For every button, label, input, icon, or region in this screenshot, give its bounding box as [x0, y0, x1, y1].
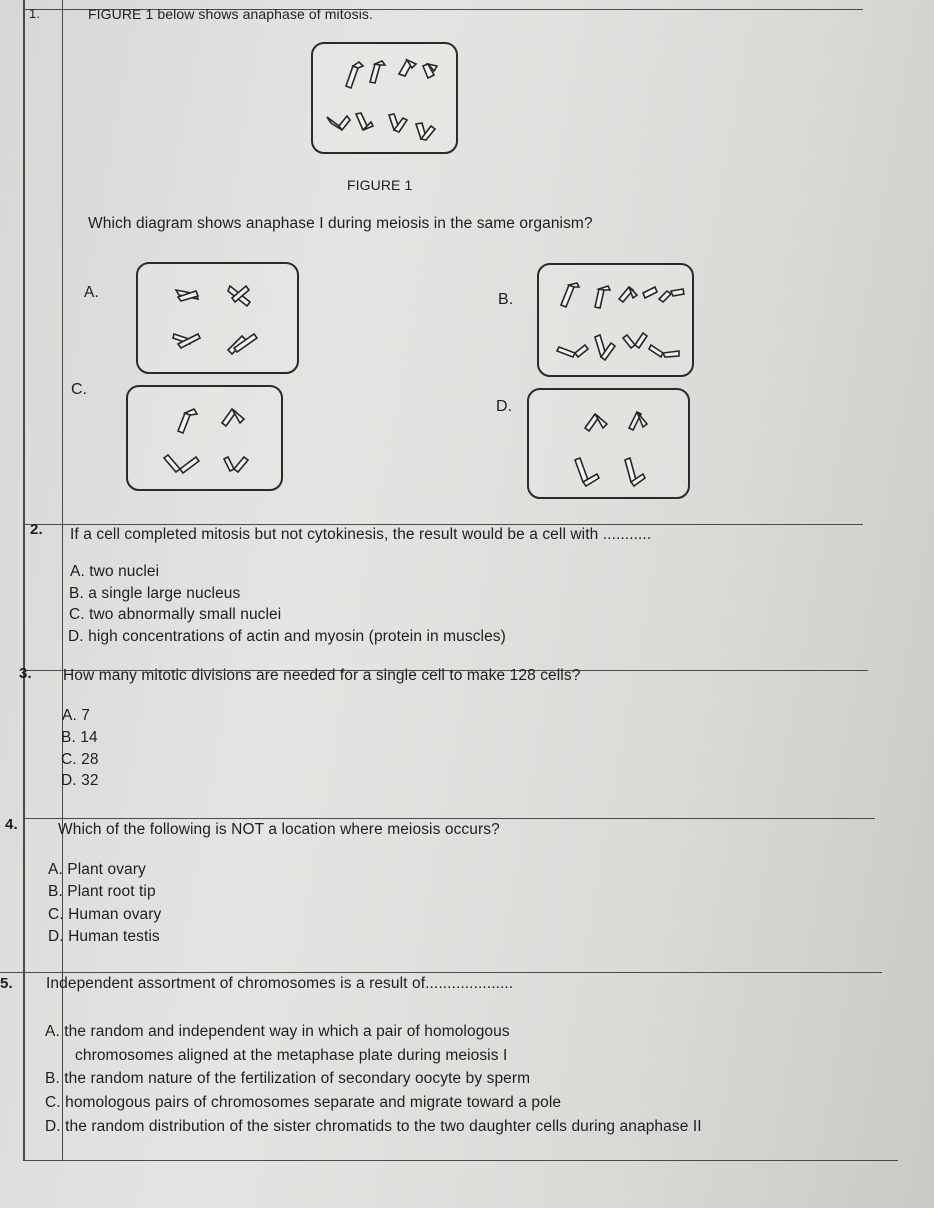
- q2-option-c[interactable]: C. two abnormally small nuclei: [69, 606, 282, 623]
- figure-1-caption: FIGURE 1: [347, 177, 413, 193]
- figure-1-mitosis-anaphase: [311, 42, 458, 154]
- q2-option-a[interactable]: A. two nuclei: [70, 563, 160, 580]
- q5-option-a-line1[interactable]: A. the random and independent way in which a pair of homologous: [45, 1023, 510, 1040]
- q5-option-d[interactable]: D. the random distribution of the sister chromatids to the two daughter cells during anaphase II: [45, 1118, 702, 1135]
- q3-option-c[interactable]: C. 28: [61, 751, 99, 768]
- q2-prompt: If a cell completed mitosis but not cytokinesis, the result would be a cell with ...........: [70, 526, 652, 543]
- q1-option-d-diagram[interactable]: [527, 388, 690, 499]
- q5-option-b[interactable]: B. the random nature of the fertilization of secondary oocyte by sperm: [45, 1070, 531, 1087]
- q3-prompt: How many mitotic divisions are needed for a single cell to make 128 cells?: [63, 667, 581, 684]
- q4-prompt: Which of the following is NOT a location where meiosis occurs?: [58, 821, 500, 838]
- q1-option-b-label[interactable]: B.: [498, 291, 514, 308]
- q1-option-b-diagram[interactable]: [537, 263, 694, 377]
- q1-option-a-label[interactable]: A.: [84, 284, 99, 301]
- q4-option-c[interactable]: C. Human ovary: [48, 906, 162, 923]
- lower-chromosome-group: [327, 113, 435, 140]
- q2-option-b[interactable]: B. a single large nucleus: [69, 585, 241, 602]
- table-bottom-border: [23, 1160, 898, 1161]
- row-divider-q4-q5: [0, 972, 882, 973]
- q1-question: Which diagram shows anaphase I during meiosis in the same organism?: [88, 215, 593, 232]
- table-left-border: [23, 0, 25, 1160]
- q5-number: 5.: [0, 975, 13, 992]
- row-divider-q3-q4: [23, 818, 875, 819]
- q3-option-a[interactable]: A. 7: [62, 707, 90, 724]
- q4-option-d[interactable]: D. Human testis: [48, 928, 160, 945]
- q4-option-b[interactable]: B. Plant root tip: [48, 883, 156, 900]
- q2-option-d[interactable]: D. high concentrations of actin and myosin (protein in muscles): [68, 628, 506, 645]
- q1-option-c-diagram[interactable]: [126, 385, 283, 491]
- q5-option-c[interactable]: C. homologous pairs of chromosomes separate and migrate toward a pole: [45, 1094, 562, 1111]
- q4-number: 4.: [5, 816, 18, 833]
- q2-number: 2.: [30, 521, 43, 538]
- q1-option-d-label[interactable]: D.: [496, 398, 513, 415]
- q5-prompt: Independent assortment of chromosomes is a result of....................: [46, 975, 514, 992]
- q1-number: 1.: [29, 6, 41, 21]
- q4-option-a[interactable]: A. Plant ovary: [48, 861, 146, 878]
- upper-chromosome-group: [346, 60, 437, 88]
- q3-option-b[interactable]: B. 14: [61, 729, 98, 746]
- q1-option-a-diagram[interactable]: [136, 262, 299, 374]
- q3-option-d[interactable]: D. 32: [61, 772, 99, 789]
- q1-option-c-label[interactable]: C.: [71, 381, 88, 398]
- q1-prompt: FIGURE 1 below shows anaphase of mitosis.: [88, 6, 374, 22]
- q3-number: 3.: [19, 665, 32, 682]
- q5-option-a-line2[interactable]: chromosomes aligned at the metaphase plate during meiosis I: [75, 1047, 508, 1064]
